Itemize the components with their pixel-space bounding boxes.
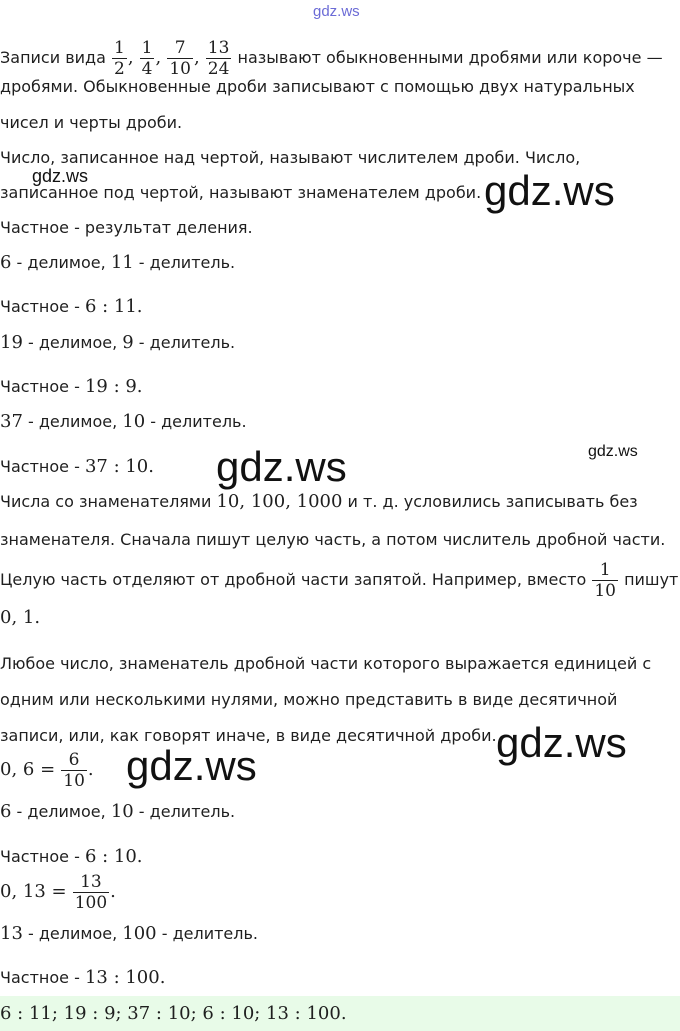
p4-line1: Любое число, знаменатель дробной части которого выражается единицей с [0, 654, 652, 673]
fraction-13-100: $\frac{13}{100}$ [74, 872, 108, 913]
watermark-5: gdz.ws [496, 719, 627, 766]
p2-line1: Число, записанное над чертой, называют числителем дроби. Число, [0, 148, 581, 167]
example5-quotient: Частное - 13 : 100. [0, 967, 166, 988]
example2-quotient: Частное - 19 : 9. [0, 376, 143, 397]
watermark-1: gdz.ws [32, 166, 89, 186]
p3-line2: знаменателя. Сначала пишут целую часть, а потом числитель дробной части. [0, 530, 666, 549]
equation-0-13: 0, 13 = $\frac{13}{100}$ . [0, 872, 116, 913]
p1-line3: чисел и черты дроби. [0, 113, 183, 132]
example1-quotient: Частное - 6 : 11. [0, 296, 143, 317]
equation-0-6: 0, 6 = $\frac{6}{10}$ . [0, 750, 94, 791]
fraction-1-10: $\frac{1}{10}$ [594, 560, 616, 601]
example2-parts: 19 - делимое, 9 - делитель. [0, 332, 236, 353]
p3-line1: Числа со знаменателями 10, 100, 1000 и т. д. условились записывать без [0, 491, 638, 512]
fraction-1-4: $\frac{1}{4}$ [141, 38, 153, 79]
example3-parts: 37 - делимое, 10 - делитель. [0, 411, 247, 432]
p4-line3: записи, или, как говорят иначе, в виде десятичной дроби. [0, 726, 497, 745]
example1-parts: 6 - делимое, 11 - делитель. [0, 252, 236, 273]
p1-line1: Записи вида $\frac{1}{2}$ , $\frac{1}{4}$ , $\frac{7}{10}$ , $\frac{13}{24}$ называют обыкновенными дробями или короче — [0, 38, 663, 79]
p4-line2: одним или несколькими нулями, можно представить в виде десятичной [0, 690, 618, 709]
answer-line: 6 : 11; 19 : 9; 37 : 10; 6 : 10; 13 : 100. [0, 996, 680, 1031]
example4-parts: 6 - делимое, 10 - делитель. [0, 801, 236, 822]
example4-quotient: Частное - 6 : 10. [0, 846, 143, 867]
p1-end: называют обыкновенными дробями или короче — [237, 48, 663, 67]
example5-parts: 13 - делимое, 100 - делитель. [0, 923, 259, 944]
watermark-4: gdz.ws [588, 443, 638, 460]
quotient-definition: Частное - результат деления. [0, 218, 253, 237]
watermark-top: gdz.ws [313, 3, 360, 20]
fraction-1-2: $\frac{1}{2}$ [114, 38, 125, 79]
fraction-6-10: $\frac{6}{10}$ [63, 750, 85, 791]
fraction-7-10: $\frac{7}{10}$ [169, 38, 191, 79]
watermark-6: gdz.ws [126, 742, 257, 789]
p3-line3: Целую часть отделяют от дробной части запятой. Например, вместо $\frac{1}{10}$ пишут [0, 560, 679, 601]
fraction-13-24: $\frac{13}{24}$ [207, 38, 230, 79]
p1-start: Записи вида [0, 48, 106, 67]
p1-line2: дробями. Обыкновенные дроби записывают с помощью двух натуральных [0, 77, 635, 96]
p2-line2: записанное под чертой, называют знаменателем дроби. [0, 183, 482, 202]
watermark-2: gdz.ws [484, 167, 615, 214]
p3-line4: 0, 1. [0, 607, 41, 628]
watermark-3: gdz.ws [216, 443, 347, 490]
example3-quotient: Частное - 37 : 10. [0, 456, 154, 477]
